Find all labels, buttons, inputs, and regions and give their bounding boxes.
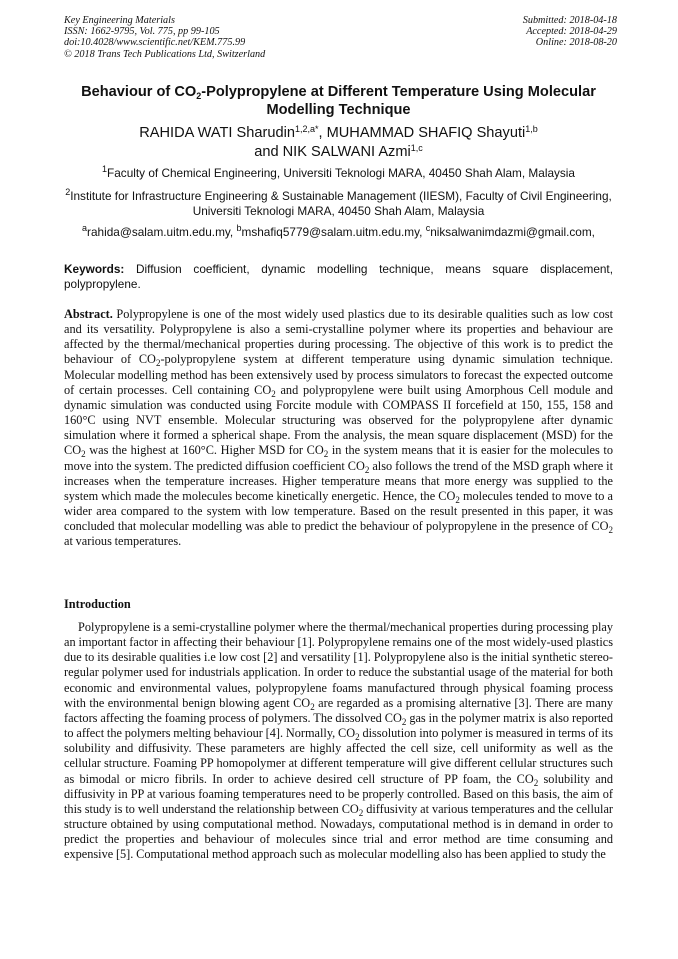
- co2-subscript: 2: [533, 777, 539, 788]
- author-list: [64, 124, 613, 162]
- intro-text: Polypropylene is a semi-crystalline polymer where the thermal/mechanical properties during processing play an important factor in affecting their behaviour [1]. Polypropylene remains one of the most widely-used plastics due to its desirable qualities i.e low cost [2] and versatility [1]. Polypropylene also is the initial synthetic stereo-regular polymer used for industrials application. In order to reduce the substantial usage of the material for both economic and environmental values, polypropylene foams manufactured through physical foaming process with the environmental benign blowing agent CO: [64, 620, 613, 710]
- email-a-mark: a: [82, 223, 88, 233]
- affiliation-2: [64, 189, 613, 219]
- copyright-notice: © 2018 Trans Tech Publications Ltd, Switzerland: [64, 48, 266, 60]
- keywords-label: Keywords:: [64, 262, 125, 276]
- abstract-label: Abstract.: [64, 307, 113, 321]
- email-c-mark: c: [425, 223, 431, 233]
- abstract-text: was the highest at 160°C. Higher MSD for CO: [85, 443, 324, 458]
- intro-text: solubility and diffusivity in PP at various foaming temperatures need to be properly controlled. Based on this basis, the aim of this study is to well understand the relationship between CO: [64, 771, 614, 816]
- abstract-text: in the system means that it is easier for the molecules to move into the system. The predicted diffusion coefficient CO: [64, 443, 613, 473]
- title-text-2: -Polypropylene at Different Temperature Using Molecular Modelling Technique: [201, 84, 596, 118]
- intro-text: diffusivity at various temperatures and the cellular structure obtained by using computational method. Nowadays, computational method is in demand in order to predict the properties and behaviour of molecules since trial and error method are time consuming and expensive [5]. Computational method approach such as molecular modelling also has been applied to study the: [64, 801, 614, 862]
- email-b[interactable]: mshafiq5779@salam.uitm.edu.my,: [241, 225, 426, 239]
- section-heading-introduction: Introduction: [64, 597, 131, 611]
- co2-subscript: 2: [323, 449, 329, 460]
- co2-subscript: 2: [155, 358, 161, 369]
- author-2-affil: 1,b: [525, 124, 538, 134]
- journal-header-left: [64, 15, 265, 60]
- email-a[interactable]: rahida@salam.uitm.edu.my,: [87, 225, 237, 239]
- keywords: [64, 262, 613, 292]
- affiliation-2-text: Institute for Infrastructure Engineering & Sustainable Management (IIESM), Faculty of Civil Engineering, Universiti Teknologi MARA, 40450 Shah Alam, Malaysia: [70, 189, 612, 218]
- author-3-affil: 1,c: [410, 143, 423, 153]
- email-c[interactable]: niksalwanimdazmi@gmail.com,: [430, 225, 595, 239]
- abstract-text: and polypropylene were built using Amorphous Cell module and dynamic simulation was conducted using Forcite module with COMPASS II forcefield at 150, 155, 158 and 160°C using NVT ensemble. Molecular structuring was observed for the polypropylene after dynamic simulation where it formed a spherical shape. From the analysis, the mean square displacement (MSD) for the CO: [64, 382, 613, 458]
- co2-subscript: 2: [364, 464, 370, 475]
- online-date: Online: 2018-08-20: [535, 37, 617, 49]
- intro-text: are regarded as a promising alternative [3]. There are many factors affecting the foaming process of polymers. The dissolved CO: [64, 695, 613, 725]
- abstract-text: molecules tended to move to a wider area compared to the system with low temperature. Based on the result presented in this paper, it was concluded that molecular modelling was able to predict the behaviour of polypropylene in the presence of CO: [64, 488, 614, 534]
- author-2: MUHAMMAD SHAFIQ Shayuti: [326, 125, 526, 141]
- abstract-text: Polypropylene is one of the most widely used plastics due to its desirable qualities such as low cost and its versatility. Polypropylene is also a semi-crystalline polymer where its properties and behaviour are affected by the thermal/mechanical properties during processing. The objective of this work is to predict the behaviour of CO: [64, 307, 613, 367]
- co2-subscript: 2: [608, 525, 613, 536]
- title-subscript: 2: [196, 91, 202, 101]
- introduction-paragraph: [64, 620, 613, 863]
- co2-subscript: 2: [81, 449, 86, 460]
- email-b-mark: b: [236, 223, 242, 233]
- author-1: RAHIDA WATI Sharudin: [139, 125, 295, 141]
- co2-subscript: 2: [358, 807, 364, 818]
- journal-doi[interactable]: doi:10.4028/www.scientific.net/KEM.775.99: [64, 37, 246, 49]
- accepted-date: Accepted: 2018-04-29: [526, 26, 617, 38]
- author-3: and NIK SALWANI Azmi: [254, 144, 411, 160]
- submitted-date: Submitted: 2018-04-18: [522, 15, 617, 26]
- co2-subscript: 2: [310, 701, 315, 712]
- abstract: [64, 307, 613, 550]
- journal-issn: ISSN: 1662-9795, Vol. 775, pp 99-105: [64, 26, 220, 38]
- keywords-text: Diffusion coefficient, dynamic modelling technique, means square displacement, polypropylene.: [64, 262, 613, 291]
- affiliation-1-text: Faculty of Chemical Engineering, Universiti Teknologi MARA, 40450 Shah Alam, Malaysia: [107, 166, 575, 180]
- co2-subscript: 2: [271, 388, 276, 399]
- paper-title: [64, 83, 613, 119]
- journal-header-right: [523, 15, 617, 49]
- abstract-text: -polypropylene system at different temperature using dynamic simulation technique. Molecular modelling method has been extensively used by process simulators to forecast the expected outcome of certain processes. Cell containing CO: [64, 352, 614, 397]
- abstract-text: at various temperatures.: [64, 534, 182, 549]
- co2-subscript: 2: [355, 732, 360, 743]
- affiliation-1-mark: 1: [102, 164, 108, 174]
- author-1-affil: 1,2,a*: [294, 124, 319, 134]
- co2-subscript: 2: [401, 716, 407, 727]
- title-text-1: Behaviour of CO: [81, 84, 197, 100]
- affiliation-1: [64, 166, 613, 181]
- author-emails: [64, 225, 613, 240]
- intro-text: gas in the polymer matrix is also reported to affect the polymers melting behaviour [4]. Normally, CO: [64, 710, 614, 741]
- author-separator: ,: [318, 125, 327, 141]
- affiliation-2-mark: 2: [65, 187, 71, 197]
- co2-subscript: 2: [455, 494, 460, 505]
- abstract-text: also follows the trend of the MSD graph where it increases when the temperature increases. Higher temperature means that more energy was supplied to the system which made the molecules become kinetically energetic. Hence, the CO: [64, 458, 613, 503]
- journal-name: Key Engineering Materials: [64, 15, 175, 26]
- intro-text: dissolution into polymer is measured in terms of its solubility and diffusivity. These parameters are highly affected the cell size, cell uniformity as well as the cellular structure. Foaming PP homopolymer at different temperature will give different cellular structures such as bimodal or micro fibrils. In order to achieve desired cell structure of PP foam, the CO: [64, 726, 613, 786]
